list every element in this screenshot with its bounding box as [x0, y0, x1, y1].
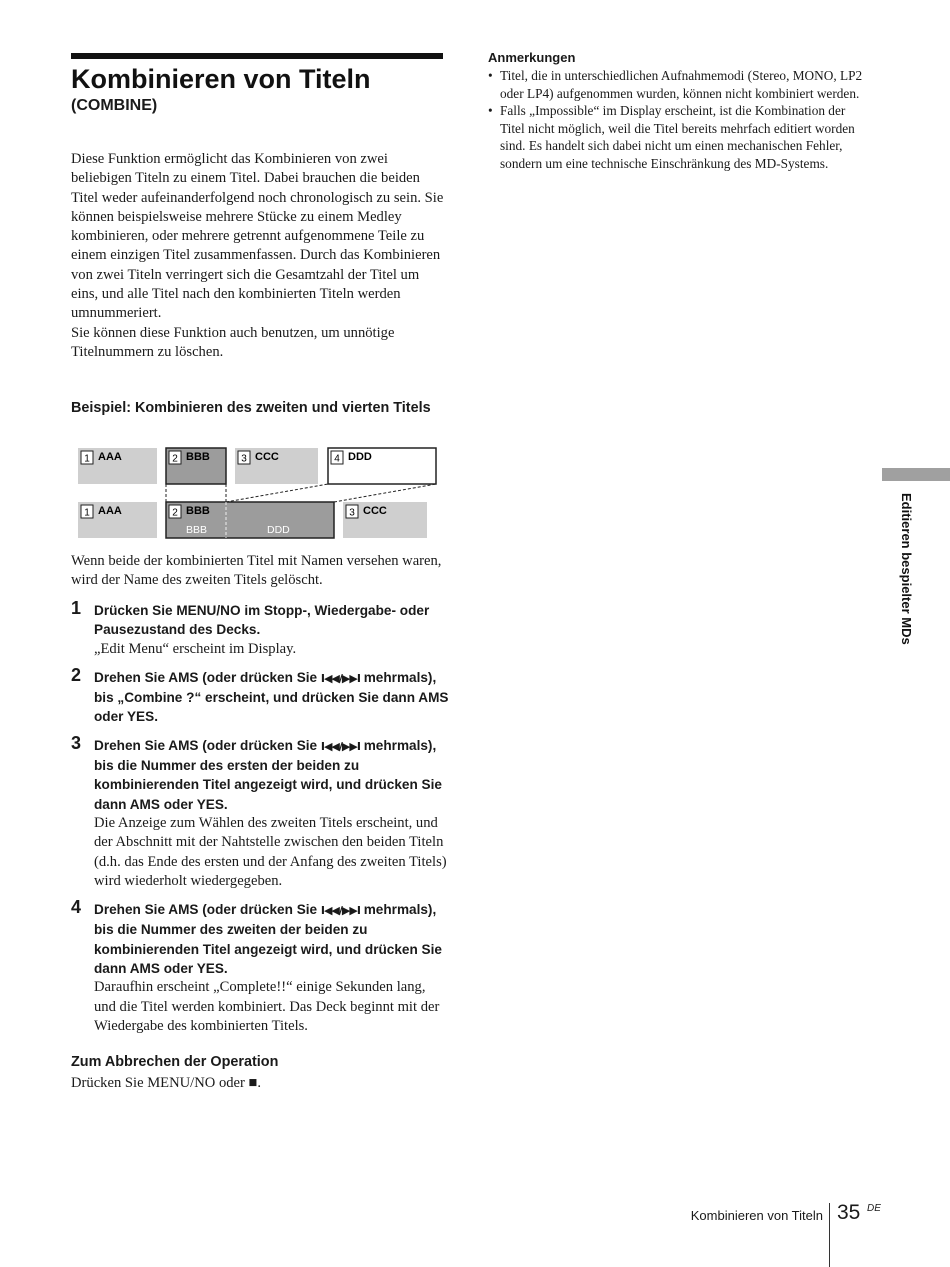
- track-number: 3: [349, 507, 355, 519]
- track-number: 1: [84, 507, 90, 519]
- combine-diagram: [71, 444, 443, 544]
- track-name: BBB: [186, 505, 210, 517]
- section-tab-label: Editieren bespielter MDs: [899, 493, 914, 645]
- section-tab-bar: [882, 468, 950, 481]
- page-title: Kombinieren von Titeln: [71, 64, 371, 94]
- step-result: Die Anzeige zum Wählen des zweiten Titels erscheint, und der Abschnitt mit der Nahtstelle zwischen den beiden Titeln (d.h. das Ende des ersten und der Anfang des zweiten Titels) wird wiederholt wiedergegeben.: [94, 814, 447, 889]
- connector-line: [226, 484, 328, 502]
- step-item: [71, 598, 451, 659]
- intro-text: [71, 150, 446, 362]
- track-block-before-4: [328, 448, 436, 484]
- footer-divider: [829, 1203, 830, 1267]
- step-instruction-text: Drehen Sie AMS (oder drücken Sie: [94, 737, 321, 753]
- intro-paragraph: Sie können diese Funktion auch benutzen, um unnötige Titelnummern zu löschen.: [71, 324, 395, 360]
- cancel-section: [71, 1053, 446, 1093]
- track-number: 3: [241, 453, 247, 465]
- combined-part-label: DDD: [267, 524, 290, 536]
- cancel-heading: Zum Abbrechen der Operation: [71, 1054, 279, 1070]
- step-instruction: [94, 736, 451, 814]
- title-rule: [71, 53, 443, 59]
- step-instruction: [94, 668, 451, 727]
- example-heading: Beispiel: Kombinieren des zweiten und vierten Titels: [71, 400, 431, 416]
- notes-list: [488, 67, 863, 173]
- combined-part-label: BBB: [186, 524, 208, 536]
- track-name: AAA: [98, 451, 122, 463]
- step-instruction-text: Drehen Sie AMS (oder drücken Sie: [94, 669, 321, 685]
- skip-buttons-icon: I◀◀/▶▶I: [320, 904, 360, 918]
- step-number: 3: [71, 732, 82, 753]
- track-name: DDD: [348, 451, 372, 463]
- skip-buttons-icon: I◀◀/▶▶I: [320, 671, 360, 685]
- step-list: [71, 598, 451, 1045]
- page-number: 35: [837, 1201, 861, 1224]
- track-number: 1: [84, 453, 90, 465]
- step-instruction-text: mehrmals), bis die Nummer des zweiten der beiden zu kombinierenden Titel angezeigt wird, und drücken Sie dann AMS oder YES.: [94, 902, 442, 977]
- skip-buttons-icon: I◀◀/▶▶I: [320, 739, 360, 753]
- combine-diagram-svg: [71, 444, 443, 544]
- track-name: AAA: [98, 505, 122, 517]
- step-number: 4: [71, 897, 82, 918]
- notes-heading: Anmerkungen: [488, 50, 576, 65]
- step-number: 1: [71, 598, 82, 618]
- track-number: 2: [172, 507, 178, 519]
- step-result: Daraufhin erscheint „Complete!!“ einige Sekunden lang, und die Titel werden kombiniert. Das Deck beginnt mit der Wiedergabe des kombinierten Titels.: [94, 979, 440, 1034]
- step-result: „Edit Menu“ erscheint im Display.: [94, 640, 297, 657]
- cancel-text: Drücken Sie MENU/NO oder ■.: [71, 1075, 261, 1091]
- notes-section: [488, 49, 863, 173]
- step-item: [71, 732, 451, 891]
- track-number: 4: [334, 453, 340, 465]
- step-instruction: [94, 900, 451, 978]
- step-instruction: Drücken Sie MENU/NO im Stopp-, Wiedergabe- oder Pausezustand des Decks.: [94, 603, 430, 638]
- step-item: [71, 897, 451, 1036]
- connector-line: [334, 484, 436, 502]
- track-name: CCC: [255, 451, 279, 463]
- step-number: 2: [71, 664, 82, 685]
- track-name: BBB: [186, 451, 210, 463]
- diagram-note: Wenn beide der kombinierten Titel mit Namen versehen waren, wird der Name des zweiten Titels gelöscht.: [71, 553, 442, 589]
- page-subtitle: (COMBINE): [71, 97, 158, 114]
- note-item: • Falls „Impossible“ im Display erscheint, ist die Kombination der Titel nicht möglich, weil die Titel bereits mehrfach editiert worden sind. Es handelt sich dabei nicht um einen mechanischen Fehler, sondern um eine technische Einschränkung des MD-Systems.: [488, 102, 863, 172]
- step-item: [71, 664, 451, 727]
- step-instruction-text: mehrmals), bis „Combine ?“ erscheint, und drücken Sie dann AMS oder YES.: [94, 669, 449, 725]
- step-instruction-text: Drehen Sie AMS (oder drücken Sie: [94, 902, 321, 918]
- page-language-suffix: DE: [867, 1203, 881, 1214]
- track-name: CCC: [363, 505, 387, 517]
- intro-paragraph: Diese Funktion ermöglicht das Kombinieren von zwei beliebigen Titeln zu einem Titel. Dabei brauchen die beiden Titel weder aufeinanderfolgend noch chronologisch zu sein. Sie können beispielsweise mehrere Stücke zu einem Medley kombinieren, oder mehrere getrennt aufgenommene Teile zu einem einzigen Titel zusammenfassen. Durch das Kombinieren von zwei Titeln verringert sich die Gesamtzahl der Titel um eins, und alle Titel nach den kombinierten Titeln werden umnummeriert.: [71, 151, 444, 322]
- step-instruction-text: mehrmals), bis die Nummer des ersten der beiden zu kombinierenden Titel angezeigt wird, und drücken Sie dann AMS oder YES.: [94, 737, 442, 812]
- track-number: 2: [172, 453, 178, 465]
- footer-section-title: Kombinieren von Titeln: [690, 1208, 823, 1223]
- note-item: • Titel, die in unterschiedlichen Aufnahmemodi (Stereo, MONO, LP2 oder LP4) aufgenommen wurden, können nicht kombiniert werden.: [488, 67, 863, 102]
